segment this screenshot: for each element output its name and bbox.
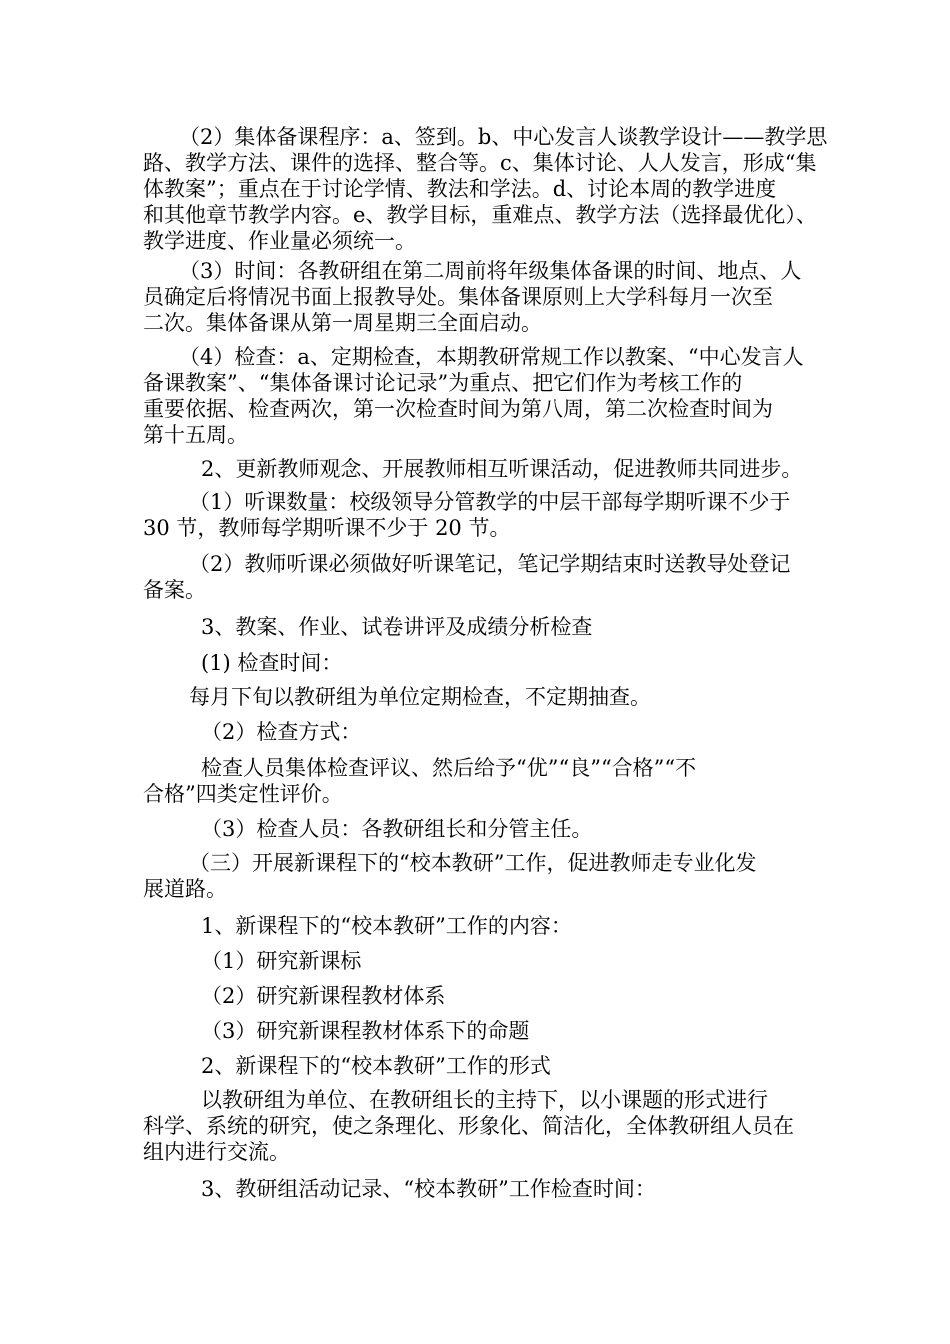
text-line: （2）教师听课必须做好听课笔记，笔记学期结束时送教导处登记	[189, 552, 791, 576]
text-line: 重要依据、检查两次，第一次检查时间为第八周，第二次检查时间为	[143, 397, 773, 421]
text-line: （2）检查方式：	[201, 720, 362, 744]
text-line: （1）听课数量：校级领导分管教学的中层干部每学期听课不少于	[189, 490, 791, 514]
section-3-heading	[143, 614, 809, 640]
text-line: （2）研究新课程教材体系	[201, 984, 446, 1008]
text-line: 二次。集体备课从第一周星期三全面启动。	[143, 311, 542, 335]
text-line: （3）时间：各教研组在第二周前将年级集体备课的时间、地点、人	[179, 259, 802, 283]
text-line: 教学进度、作业量必须统一。	[143, 229, 416, 253]
text-line: 备课教案”、“集体备课讨论记录”为重点、把它们作为考核工作的	[143, 371, 743, 395]
text-line: （3）检查人员：各教研组长和分管主任。	[201, 817, 593, 841]
text-line: 30 节，教师每学期听课不少于 20 节。	[143, 516, 511, 540]
text-line: 路、教学方法、课件的选择、整合等。c、集体讨论、人人发言，形成“集	[143, 151, 817, 175]
paragraph-lesson-count	[143, 489, 809, 541]
item-check-personnel	[143, 816, 809, 842]
text-line: 每月下旬以教研组为单位定期检查，不定期抽查。	[189, 685, 651, 709]
list-item-curriculum-standards	[143, 948, 809, 974]
text-line: 2、更新教师观念、开展教师相互听课活动，促进教师共同进步。	[201, 457, 803, 481]
text-line: （2）集体备课程序：a、签到。b、中心发言人谈教学设计——教学思	[179, 125, 828, 149]
text-line: 员确定后将情况书面上报教导处。集体备课原则上大学科每月一次至	[143, 285, 773, 309]
paragraph-lesson-notes	[143, 551, 809, 603]
list-item-exam-design	[143, 1018, 809, 1044]
subsection-record-check-heading	[143, 1176, 809, 1202]
text-line: 备案。	[143, 578, 206, 602]
text-line: 展道路。	[143, 877, 227, 901]
section-3-school-research-heading	[143, 850, 809, 902]
text-line: 检查人员集体检查评议、然后给予“优”“良”“合格”“不	[201, 756, 697, 780]
section-2-heading	[143, 456, 809, 482]
subsection-content-heading	[143, 913, 809, 939]
text-line: 3、教案、作业、试卷讲评及成绩分析检查	[201, 615, 593, 639]
paragraph-research-form	[143, 1087, 809, 1165]
text-line: 组内进行交流。	[143, 1140, 290, 1164]
paragraph-collective-prep-procedure	[143, 124, 828, 254]
item-check-method	[143, 719, 809, 745]
list-item-textbook-system	[143, 983, 809, 1009]
text-line: 以教研组为单位、在教研组长的主持下，以小课题的形式进行	[201, 1088, 768, 1112]
subsection-form-heading	[143, 1053, 809, 1079]
text-line: （三）开展新课程下的“校本教研”工作，促进教师走专业化发	[189, 851, 757, 875]
text-line: 3、教研组活动记录、“校本教研”工作检查时间：	[201, 1177, 656, 1201]
text-line: （3）研究新课程教材体系下的命题	[201, 1019, 530, 1043]
text-line: （4）检查：a、定期检查，本期教研常规工作以教案、“中心发言人	[179, 345, 804, 369]
text-line: 科学、系统的研究，使之条理化、形象化、简洁化，全体教研组人员在	[143, 1114, 794, 1138]
text-line: （1）研究新课标	[201, 949, 362, 973]
text-line: 和其他章节教学内容。e、教学目标，重难点、教学方法（选择最优化）、	[143, 203, 817, 227]
paragraph-check-time-detail	[143, 684, 809, 710]
text-line: 合格”四类定性评价。	[143, 782, 343, 806]
paragraph-time	[143, 258, 809, 336]
text-line: 第十五周。	[143, 423, 248, 447]
text-line: (1) 检查时间：	[201, 651, 343, 675]
paragraph-inspection	[143, 344, 809, 448]
text-line: 2、新课程下的“校本教研”工作的形式	[201, 1054, 551, 1078]
item-check-time	[143, 650, 809, 676]
text-line: 1、新课程下的“校本教研”工作的内容：	[201, 914, 572, 938]
paragraph-check-method-detail	[143, 755, 809, 807]
text-line: 体教案”；重点在于讨论学情、教法和学法。d、讨论本周的教学进度	[143, 177, 777, 201]
